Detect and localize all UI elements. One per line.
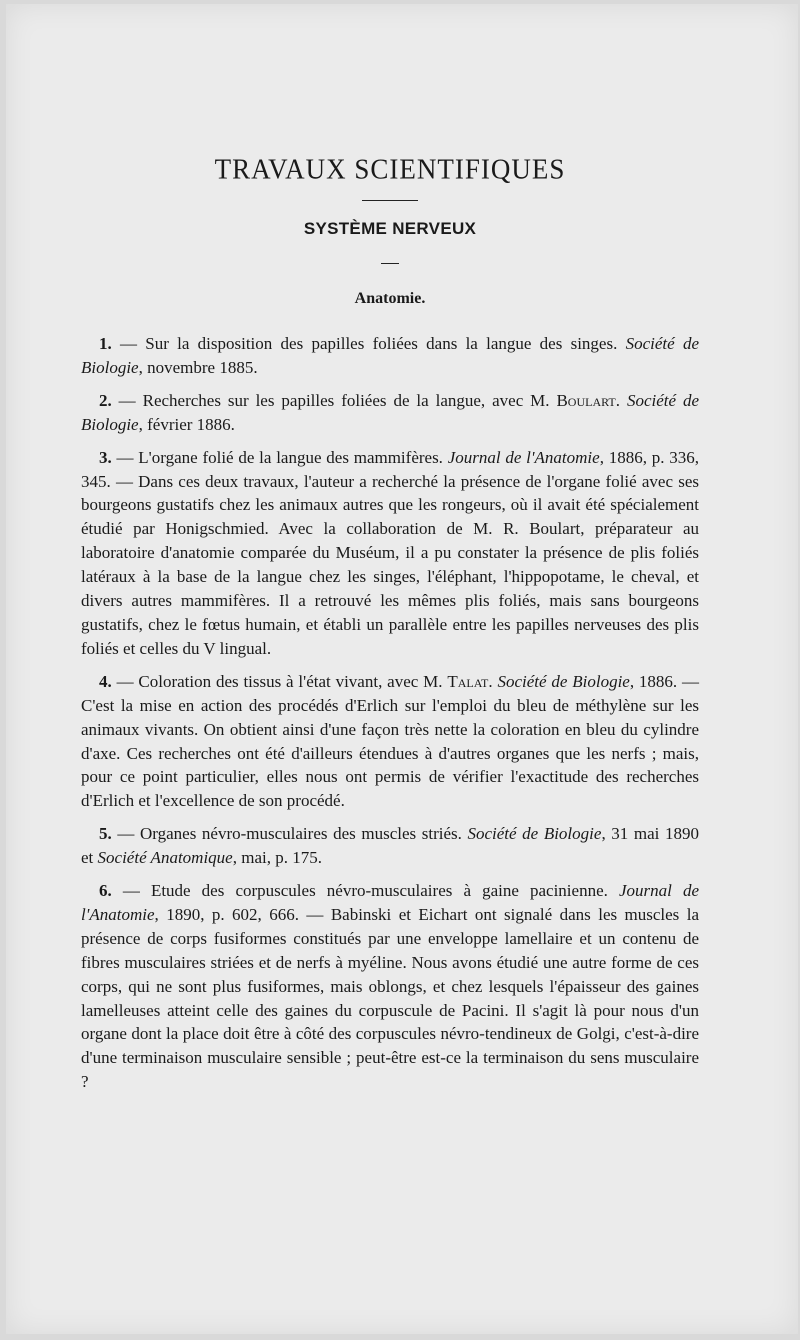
entry-number: 5. (99, 824, 112, 844)
entry-text: , mai, p. 175. (232, 848, 322, 868)
journal-citation: Société de Biologie (81, 390, 699, 434)
entry-text: , 1886. — C'est la mise en action des procédés d'Erlich sur l'emploi du bleu de méthylène sur les animaux vivants. On obtient ainsi d'une façon très nette la coloration en bleu du cylindre d'axe. Ces recherches ont été d'ailleurs étendues à d'autres organes que les nerfs ; mais, pour ce point particulier, elles nous ont permis de vérifier l'exactitude des recherches d'Erlich et l'excellence de son procédé. (81, 671, 699, 811)
entry-text: — L'organe folié de la langue des mammifères. (111, 447, 448, 467)
author-name: Talat (447, 671, 489, 691)
page-sheet (6, 4, 798, 1334)
entry-text: — Sur la disposition des papilles foliées dans la langue des singes. (111, 334, 626, 353)
journal-citation: Société Anatomique (97, 848, 233, 868)
entry-4 (81, 670, 699, 813)
entry-text: — Recherches sur les papilles foliées de la langue, avec M. (111, 390, 557, 410)
entry-number: 1. (99, 334, 112, 353)
subsection-heading: Anatomie. (354, 290, 426, 307)
journal-citation: Société de Biologie (497, 671, 630, 691)
title-divider (362, 200, 418, 201)
entry-3 (81, 446, 699, 661)
entry-text: , 31 mai 1890 et (81, 824, 700, 868)
entry-number: 2. (99, 390, 112, 410)
entry-text: . (615, 390, 627, 410)
entry-text: , février 1886. (138, 414, 235, 434)
entry-text: , 1886, p. 336, 345. — Dans ces deux travaux, l'auteur a recherché la présence de l'organe folié avec ses bourgeons gustatifs chez les animaux autres que les rongeurs, où il avait été spécialement étudié par Honigschmied. Avec la collaboration de M. R. Boulart, préparateur au laboratoire d'anatomie comparée du Muséum, il a pu constater la présence de plis foliés latéraux à la base de la langue chez les singes, l'éléphant, l'hippopotame, le cheval, et divers autres mammifères. Il a retrouvé les mêmes plis foliés, mais sans bourgeons gustatifs, chez le fœtus humain, et établi un parallèle entre les papilles nerveuses des plis foliés et celles du V lingual. (81, 447, 699, 658)
journal-citation: Société de Biologie (467, 824, 602, 844)
author-name: Boulart (556, 390, 616, 410)
section-heading: SYSTÈME NERVEUX (303, 219, 477, 238)
entry-5 (81, 822, 699, 870)
entry-number: 6. (99, 881, 112, 901)
entry-1 (81, 332, 699, 380)
entry-text: — Etude des corpuscules névro-musculaires à gaine pacinienne. (111, 881, 619, 901)
entry-number: 4. (99, 671, 112, 691)
section-divider (381, 263, 399, 264)
entries-list (81, 332, 699, 1094)
entry-2 (81, 389, 699, 437)
entry-text: — Organes névro-musculaires des muscles striés. (111, 824, 468, 844)
entry-6 (81, 879, 699, 1094)
entry-text: , novembre 1885. (138, 357, 258, 377)
entry-text: — Coloration des tissus à l'état vivant, avec M. (111, 671, 448, 691)
entry-number: 3. (99, 447, 112, 467)
journal-citation: Journal de l'Anatomie (447, 447, 600, 467)
page-content (81, 152, 699, 1103)
entry-text: . (488, 671, 498, 691)
journal-citation: Société de Biologie (81, 334, 699, 377)
entry-text: , 1890, p. 602, 666. — Babinski et Eichart ont signalé dans les muscles la présence de corps fusiformes constitués par une enveloppe lamellaire et un contenu de fibres musculaires striées et de nerfs à myéline. Nous avons étudié une autre forme de ces corps, qui ne sont plus fusiformes, mais oblongs, et chez lesquels l'épaisseur des gaines lamelleuses atteint celle des gaines du corpuscule de Pacini. Il s'agit là pour nous d'un organe dont la place doit être à côté des corpuscules névro-tendineux de Golgi, c'est-à-dire d'une terminaison musculaire sensible ; peut-être est-ce la terminaison du sens musculaire ? (81, 904, 699, 1092)
page-title: TRAVAUX SCIENTIFIQUES (214, 153, 566, 185)
journal-citation: Journal de l'Anatomie (81, 881, 699, 924)
